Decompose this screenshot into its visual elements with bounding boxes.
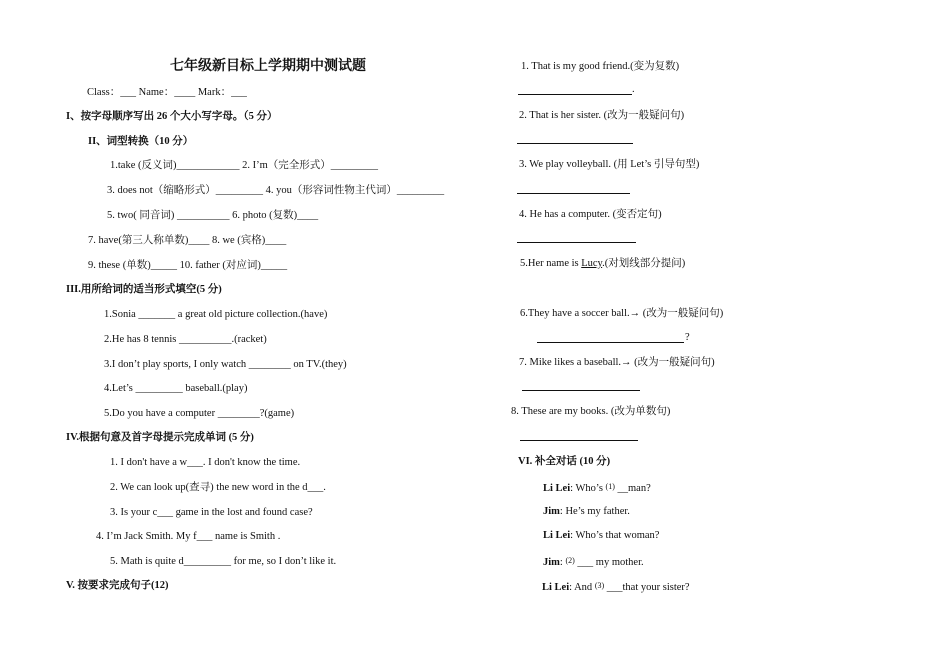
fill-in-item: 4.Let’s _________ baseball.(play) [104, 383, 248, 394]
fill-in-item: 3.I don’t play sports, I only watch ________ on TV.(they) [104, 359, 347, 370]
underlined-word: Lucy [581, 258, 603, 269]
speaker-name: Li Lei [543, 483, 571, 494]
speaker-name: Jim [543, 506, 560, 517]
answer-end-mark: ? [685, 332, 690, 343]
answer-line [518, 94, 632, 95]
dialogue-text: __man? [614, 483, 651, 494]
word-form-row: 3. does not（缩略形式）_________ 4. you（形容词性物主代词）_________ [107, 185, 445, 196]
dialogue-text: ___that your sister? [604, 582, 690, 593]
dialogue-text: ___ my mother. [574, 557, 644, 568]
rewrite-item-text: 5.Her name is [520, 258, 582, 269]
dialogue-line [542, 579, 690, 595]
dialogue-line [543, 480, 651, 496]
dialogue-text: : [559, 557, 566, 568]
answer-line [517, 242, 636, 243]
blank-number: (1) [605, 482, 615, 491]
word-form-row: 9. these (单数)_____ 10. father (对应词)_____ [88, 260, 288, 271]
section-2-heading: II、词型转换（10 分） [88, 136, 194, 147]
speaker-name: Jim [543, 557, 560, 568]
answer-line [517, 143, 633, 144]
dialogue-text: : And [569, 582, 595, 593]
speaker-name: Li Lei [542, 582, 570, 593]
letter-hint-item: 2. We can look up(查寻) the new word in the d___. [110, 482, 326, 493]
page-title: 七年级新目标上学期期中测试题 [170, 59, 366, 74]
answer-end-mark: . [632, 84, 635, 95]
blank-number: (2) [565, 556, 575, 565]
section-3-heading: III.用所给词的适当形式填空(5 分) [66, 284, 222, 295]
letter-hint-item: 5. Math is quite d_________ for me, so I don’t like it. [110, 556, 337, 567]
word-form-row: 1.take (反义词)____________ 2. I’m（完全形式）_________ [110, 160, 379, 171]
dialogue-text: : Who’s [570, 483, 606, 494]
dialogue-line [543, 529, 659, 543]
rewrite-item: 2. That is her sister. (改为一般疑问句) [519, 110, 685, 121]
rewrite-item-text: .(对划线部分提问) [602, 258, 686, 269]
letter-hint-item: 3. Is your c___ game in the lost and found case? [110, 507, 313, 518]
rewrite-item [520, 257, 685, 271]
section-6-heading: VI. 补全对话 (10 分) [518, 456, 611, 467]
answer-line [517, 193, 630, 194]
rewrite-item: 6.They have a soccer ball.→ (改为一般疑问句) [520, 308, 724, 319]
fill-in-item: 2.He has 8 tennis __________.(racket) [104, 334, 267, 345]
dialogue-line [543, 505, 630, 519]
fill-in-item: 1.Sonia _______ a great old picture collection.(have) [104, 309, 328, 320]
word-form-row: 7. have(第三人称单数)____ 8. we (宾格)____ [88, 235, 287, 246]
fill-in-item: 5.Do you have a computer ________?(game) [104, 408, 295, 419]
rewrite-item: 3. We play volleyball. (用 Let’s 引导句型) [519, 159, 700, 170]
blank-number: (3) [594, 581, 605, 590]
answer-line [522, 390, 640, 391]
student-info-line: Class：___ Name：____ Mark：___ [87, 87, 247, 98]
word-form-row: 5. two( 同音词) __________ 6. photo (复数)____ [107, 210, 319, 221]
dialogue-line [543, 554, 644, 570]
dialogue-text: : Who’s that woman? [570, 530, 660, 541]
speaker-name: Li Lei [543, 530, 571, 541]
letter-hint-item: 1. I don't have a w___. I don't know the time. [110, 457, 301, 468]
section-1-heading: I、按字母顺序写出 26 个大小写字母。（5 分） [66, 111, 278, 122]
answer-line [537, 342, 684, 343]
section-5-heading: V. 按要求完成句子(12) [66, 580, 169, 591]
rewrite-item: 1. That is my good friend.(变为复数) [521, 61, 680, 72]
rewrite-item: 7. Mike likes a baseball.→ (改为一般疑问句) [519, 357, 715, 368]
letter-hint-item: 4. I’m Jack Smith. My f___ name is Smith . [96, 531, 281, 542]
rewrite-item: 4. He has a computer. (变否定句) [519, 209, 662, 220]
section-4-heading: IV.根据句意及首字母提示完成单词 (5 分) [66, 432, 254, 443]
answer-line [520, 440, 638, 441]
dialogue-text: : He’s my father. [559, 506, 630, 517]
rewrite-item: 8. These are my books. (改为单数句) [511, 406, 671, 417]
